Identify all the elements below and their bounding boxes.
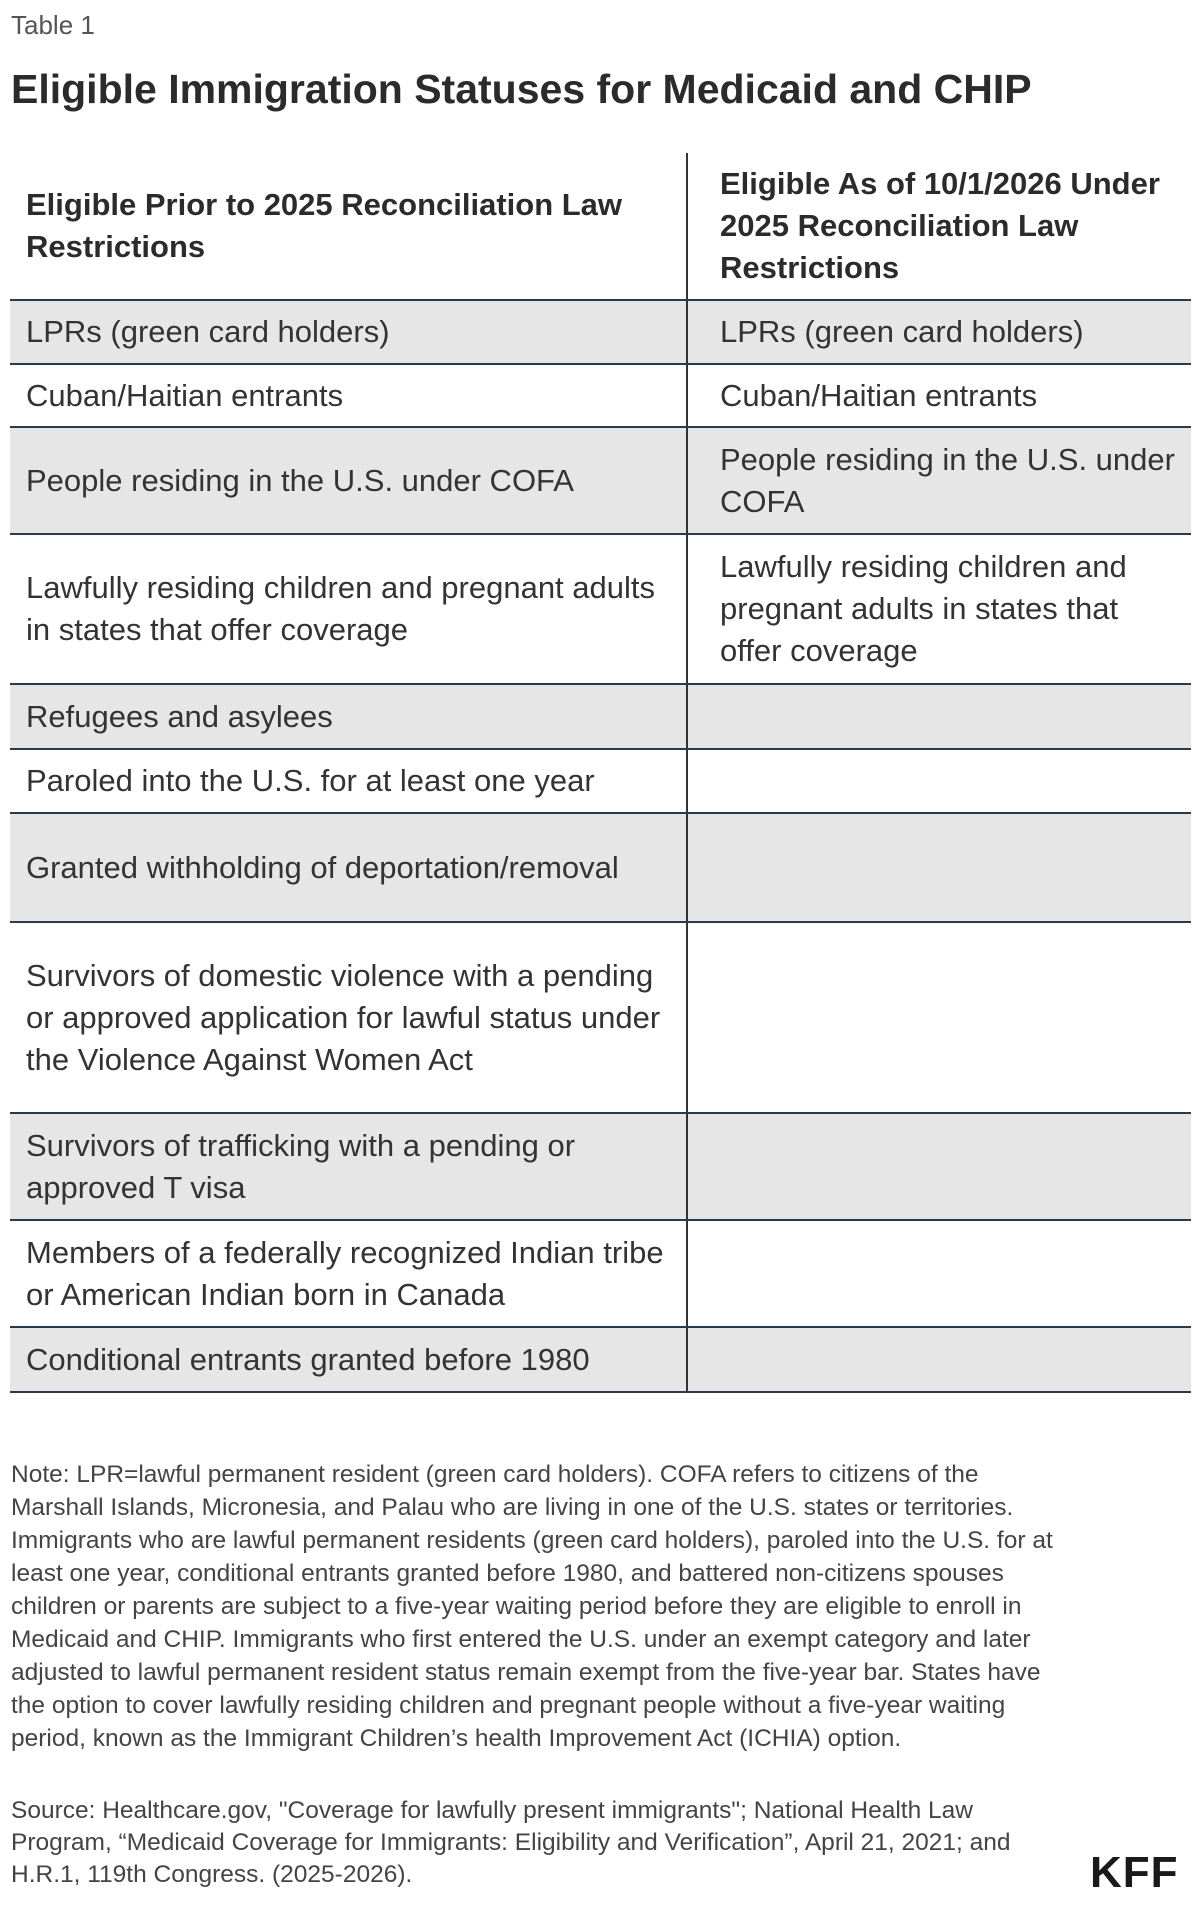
cell-prior: Lawfully residing children and pregnant adults in states that offer coverage — [10, 534, 687, 684]
table-row — [10, 1113, 1191, 1220]
table-row — [10, 1220, 1191, 1327]
cell-after — [687, 1113, 1191, 1220]
table-row — [10, 684, 1191, 749]
table-row — [10, 364, 1191, 427]
cell-after — [687, 813, 1191, 922]
cell-prior: Granted withholding of deportation/removal — [10, 813, 687, 922]
cell-after: LPRs (green card holders) — [687, 300, 1191, 364]
table-row — [10, 749, 1191, 813]
table-note: Note: LPR=lawful permanent resident (green card holders). COFA refers to citizens of the Marshall Islands, Micronesia, and Palau who are living in one of the U.S. states or territories. Immigrants who are lawful permanent residents (green card holders), paroled into the U.S. for at least one year, conditional entrants granted before 1980, and battered non-citizens spouses children or parents are subject to a five-year waiting period before they are eligible to enroll in Medicaid and CHIP. Immigrants who first entered the U.S. under an exempt category and later adjusted to lawful permanent resident status remain exempt from the five-year bar. States have the option to cover lawfully residing children and pregnant people without a five-year waiting period, known as the Immigrant Children’s health Improvement Act (ICHIA) option. — [11, 1461, 1053, 1752]
table-row — [10, 534, 1191, 684]
cell-prior: Refugees and asylees — [10, 684, 687, 749]
cell-prior: Survivors of domestic violence with a pending or approved application for lawful status under the Violence Against Women Act — [10, 922, 687, 1113]
cell-after: Cuban/Haitian entrants — [687, 364, 1191, 427]
table-row — [10, 813, 1191, 922]
cell-after — [687, 684, 1191, 749]
cell-after — [687, 749, 1191, 813]
table-row — [10, 922, 1191, 1113]
cell-after: People residing in the U.S. under COFA — [687, 427, 1191, 534]
table-row — [10, 427, 1191, 534]
column-header-prior: Eligible Prior to 2025 Reconciliation Law Restrictions — [10, 153, 687, 300]
cell-prior: Cuban/Haitian entrants — [10, 364, 687, 427]
table-source: Source: Healthcare.gov, "Coverage for lawfully present immigrants"; National Health Law Program, “Medicaid Coverage for Immigrants: Eligibility and Verification”, April 21, 2021; and H.R.1, 119th Congress. (2025-2026). — [11, 1797, 1011, 1888]
cell-after: Lawfully residing children and pregnant adults in states that offer coverage — [687, 534, 1191, 684]
cell-prior: People residing in the U.S. under COFA — [10, 427, 687, 534]
cell-prior: Members of a federally recognized Indian tribe or American Indian born in Canada — [10, 1220, 687, 1327]
column-header-after: Eligible As of 10/1/2026 Under 2025 Reconciliation Law Restrictions — [687, 153, 1191, 300]
cell-prior: Conditional entrants granted before 1980 — [10, 1327, 687, 1392]
page-title: Eligible Immigration Statuses for Medicaid and CHIP — [11, 66, 1032, 112]
kff-logo: KFF — [1090, 1848, 1179, 1897]
table-header-row — [10, 153, 1191, 300]
cell-prior: Survivors of trafficking with a pending or approved T visa — [10, 1113, 687, 1220]
cell-after — [687, 1220, 1191, 1327]
cell-after — [687, 922, 1191, 1113]
table-row — [10, 1327, 1191, 1392]
cell-prior: LPRs (green card holders) — [10, 300, 687, 364]
cell-prior: Paroled into the U.S. for at least one year — [10, 749, 687, 813]
table-label: Table 1 — [11, 10, 95, 40]
table-row — [10, 300, 1191, 364]
cell-after — [687, 1327, 1191, 1392]
eligibility-table — [10, 153, 1191, 1393]
